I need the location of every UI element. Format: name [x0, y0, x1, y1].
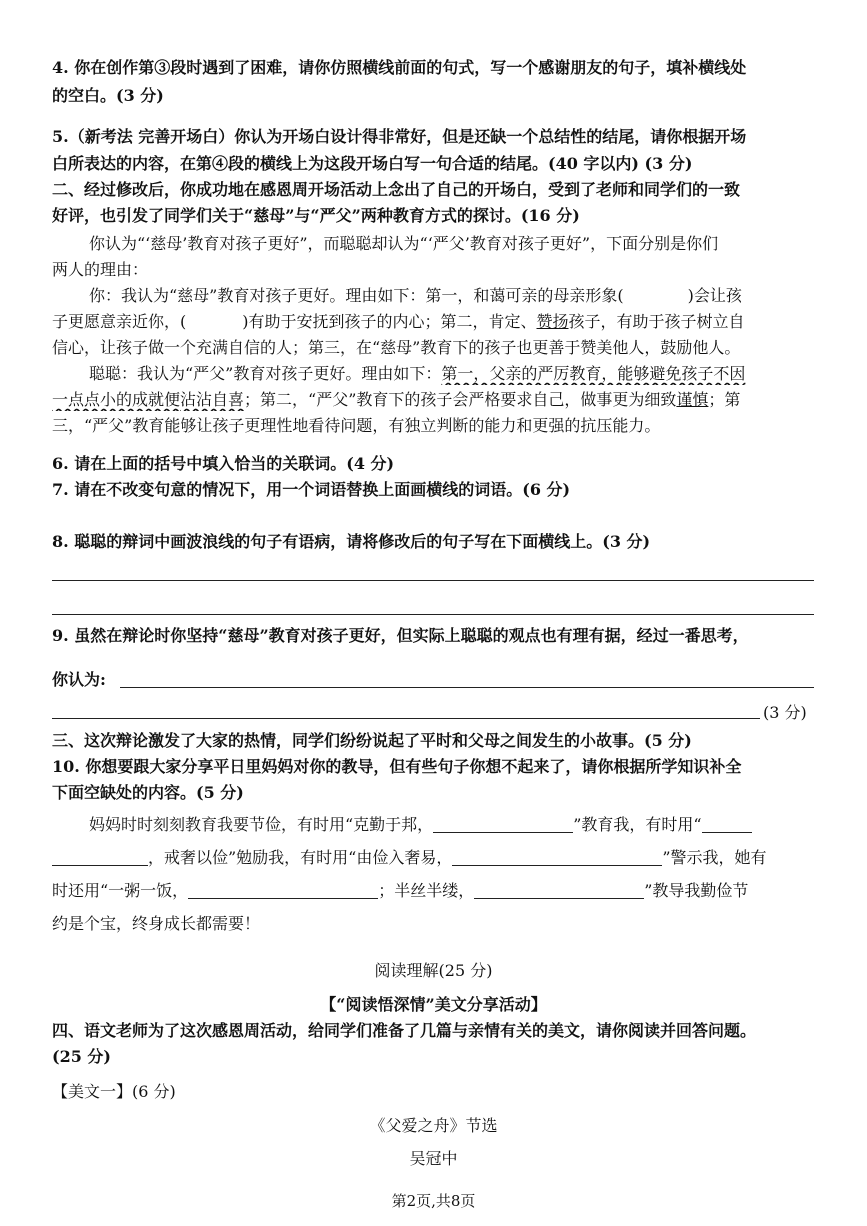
congcong-text-c: ；第: [708, 390, 741, 409]
your-reason-text-b: )会让孩: [687, 286, 742, 305]
congcong-reason-line-1: [89, 363, 814, 385]
underlined-word-praise: 赞扬: [536, 312, 569, 331]
congcong-text-a: 聪聪：我认为“严父”教育对孩子更好。理由如下：: [89, 364, 442, 383]
q10-paragraph-line-4: 约是个宝，终身成长都需要！: [52, 914, 261, 933]
q10-paragraph-line-3: [52, 880, 814, 902]
your-reason-text-a: 你：我认为“慈母”教育对孩子更好。理由如下：第一，和蔼可亲的母亲形象(: [89, 286, 624, 305]
your-reason-line-3: 信心，让孩子做一个充满自信的人；第三，在“慈母”教育下的孩子也更善于赞美他人，鼓励他人。: [52, 338, 741, 357]
section-3: 三、这次辩论激发了大家的热情，同学们纷纷说起了平时和父母之间发生的小故事。(5 分): [52, 731, 692, 750]
q10-blank-2b[interactable]: [52, 849, 148, 866]
answer-line-q8-2[interactable]: [52, 614, 814, 615]
question-7: 7. 请在不改变句意的情况下，用一个词语替换上面画横线的词语。(6 分): [52, 480, 571, 499]
question-10-line-1: 10. 你想要跟大家分享平日里妈妈对你的教导，但有些句子你想不起来了，请你根据所学知识补全: [52, 757, 742, 776]
answer-line-q8-1[interactable]: [52, 580, 814, 581]
congcong-text-b: ；第二，“严父”教育下的孩子会严格要求自己，做事更为细致: [244, 390, 677, 409]
page-number: 第2页,共8页: [391, 1192, 476, 1210]
question-6: 6. 请在上面的括号中填入恰当的关联词。(4 分): [52, 454, 395, 473]
essay-1-label: 【美文一】(6 分): [52, 1082, 176, 1101]
q10-text-g: ”教导我勤俭节: [644, 881, 749, 900]
your-reason-line-2: [52, 311, 814, 333]
question-9-score: (3 分): [763, 703, 807, 722]
q10-blank-1[interactable]: [433, 816, 573, 833]
answer-line-q9-1[interactable]: [120, 687, 814, 688]
congcong-reason-line-2: [52, 389, 814, 411]
answer-line-q9-2[interactable]: [52, 718, 760, 719]
question-8: 8. 聪聪的辩词中画波浪线的句子有语病，请将修改后的句子写在下面横线上。(3 分): [52, 532, 651, 551]
section-4-line-1: 四、语文老师为了这次感恩周活动，给同学们准备了几篇与亲情有关的美文，请你阅读并回答问题。: [52, 1021, 757, 1040]
q10-paragraph-line-2: [52, 847, 814, 869]
section-2-line-2: 好评，也引发了同学们关于“慈母”与“严父”两种教育方式的探讨。(16 分): [52, 206, 580, 225]
underlined-word-complacent: 沾沾自喜: [180, 390, 245, 409]
q10-text-a: 妈妈时时刻刻教育我要节俭，有时用“克勤于邦，: [89, 815, 434, 834]
section-2-line-1: 二、经过修改后，你成功地在感恩周开场活动上念出了自己的开场白，受到了老师和同学们的一致: [52, 180, 741, 199]
question-9-label: 你认为:: [52, 670, 106, 689]
q10-paragraph-line-1: [89, 814, 814, 836]
question-10-line-2: 下面空缺处的内容。(5 分): [52, 783, 244, 802]
section-4-line-2: (25 分): [52, 1047, 111, 1066]
q10-text-b: ”教育我，有时用“: [573, 815, 702, 834]
question-5-line-2: 白所表达的内容，在第④段的横线上为这段开场白写一句合适的结尾。(40 字以内) (3 分): [52, 154, 693, 173]
your-reason-text-c: 子更愿意亲近你，(: [52, 312, 187, 331]
activity-title: 【“阅读悟深情”美文分享活动】: [320, 995, 547, 1014]
your-reason-text-d: )有助于安抚到孩子的内心；第二，肯定、: [242, 312, 537, 331]
reading-section-title: 阅读理解(25 分): [374, 961, 493, 980]
question-9-line-1: 9. 虽然在辩论时你坚持“慈母”教育对孩子更好，但实际上聪聪的观点也有理有据，经过一番思考，: [52, 626, 749, 645]
your-reason-line-1: [89, 285, 814, 307]
q10-text-d: ”警示我，她有: [662, 848, 767, 867]
question-5-line-1: 5.（新考法 完善开场白）你认为开场白设计得非常好，但是还缺一个总结性的结尾，请你根据开场: [52, 127, 747, 146]
wavy-sentence-part-1: 第一，父亲的严厉教育，能够避免孩子不因: [441, 364, 746, 383]
your-reason-text-e: 孩子，有助于孩子树立自: [568, 312, 745, 331]
q10-blank-4[interactable]: [188, 882, 378, 899]
congcong-reason-line-3: 三，“严父”教育能够让孩子更理性地看待问题，有独立判断的能力和更强的抗压能力。: [52, 416, 661, 435]
underlined-word-cautious: 谨慎: [676, 390, 709, 409]
essay-title: 《父爱之舟》节选: [369, 1116, 498, 1135]
question-4-line-2: 的空白。(3 分): [52, 86, 164, 105]
question-4-line-1: 4. 你在创作第③段时遇到了困难，请你仿照横线前面的句式，写一个感谢朋友的句子，填补横线处: [52, 58, 747, 77]
essay-author: 吴冠中: [409, 1149, 458, 1168]
q10-text-f: ；半丝半缕，: [378, 881, 475, 900]
section-2-intro-2: 两人的理由：: [52, 260, 149, 279]
q10-blank-5[interactable]: [474, 882, 644, 899]
section-2-intro-1: 你认为“‘慈母’教育对孩子更好”，而聪聪却认为“‘严父’教育对孩子更好”，下面分别是你们: [89, 234, 719, 253]
q10-blank-2a[interactable]: [702, 816, 752, 833]
q10-text-e: 时还用“一粥一饭，: [52, 881, 189, 900]
q10-blank-3[interactable]: [452, 849, 662, 866]
q10-text-c: ，戒奢以俭”勉励我，有时用“由俭入奢易，: [148, 848, 453, 867]
wavy-sentence-part-2: 一点点小的成就便: [52, 390, 181, 409]
